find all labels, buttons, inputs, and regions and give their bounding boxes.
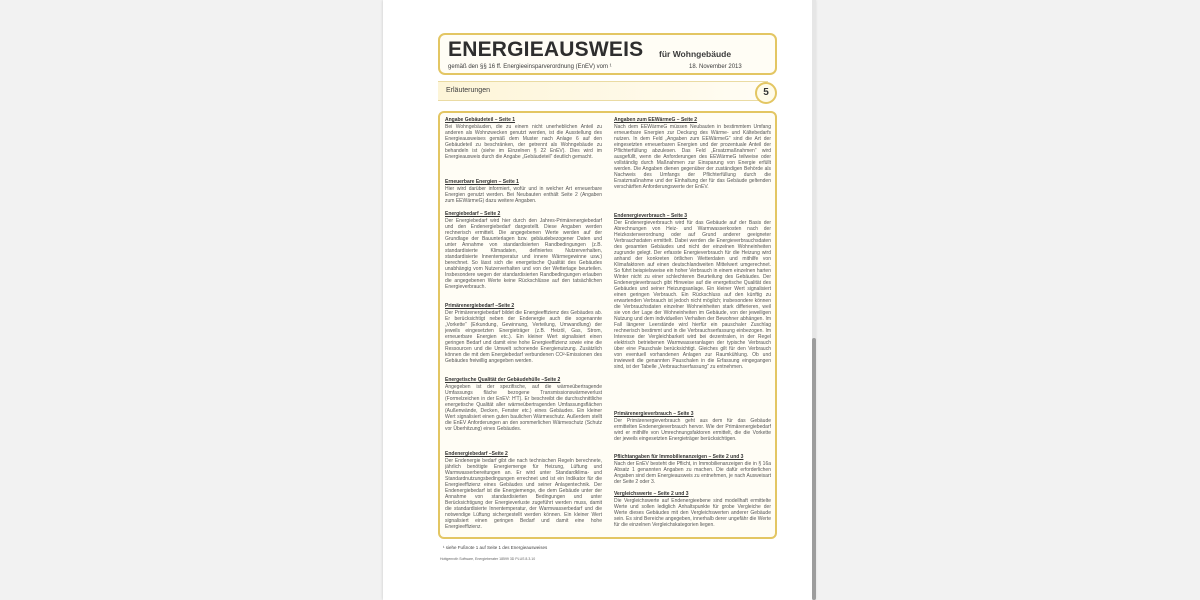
section-primaerenergiebedarf (445, 303, 602, 370)
section-text: Der Primärenergiebedarf bildet die Energieeffizienz des Gebäudes ab. Er berücksichtigt neben der Endenergie auch die sogenannte „Vorkette“ (Erkundung, Gewinnung, Verteilung, Umwandlung) der jeweils eingesetzten Energieträger (z.B. Heizöl, Gas, Strom, erneuerbare Energien etc.). Ein kleiner Wert signalisiert einen geringen Bedarf und damit eine hohe Energieeffizienz sowie eine die Ressourcen und die Umwelt schonende Energienutzung. Zusätzlich können die mit dem Energiebedarf verbundenen CO²-Emissionen des Gebäudes freiwillig angegeben werden. (445, 310, 602, 364)
section-heading: Angabe Gebäudeteil – Seite 1 (445, 117, 516, 123)
section-heading: Primärenergiebedarf –Seite 2 (445, 303, 515, 309)
section-heading: Primärenergieverbrauch – Seite 3 (614, 411, 694, 417)
section-header-bar (438, 81, 768, 101)
section-endenergieverbrauch (614, 213, 771, 406)
section-heading: Energiebedarf – Seite 2 (445, 211, 501, 217)
regulation-reference: gemäß den §§ 16 ff. Energieeinsparverordnung (EnEV) vom ¹ (448, 64, 612, 70)
section-gebaeudeteil (445, 117, 602, 172)
section-heading: Angaben zum EEWärmeG – Seite 2 (614, 117, 698, 123)
section-text: Der Energiebedarf wird hier durch den Jahres-Primärenergiebedarf und den Endenergiebedarf dargestellt. Diese Angaben werden rechnerisch ermittelt. Die angegebenen Werte werden auf der Grundlage der Bauunterlagen bzw. gebäudebezogener Daten und unter Annahme von standardisierten Randbedingungen (z.B. standardisierte Klimadaten, definiertes Nutzerverhalten, standardisierte Innentemperatur und innere Wärmegewinne usw.) berechnet. So lässt sich die energetische Qualität des Gebäudes unabhängig vom Nutzerverhalten und von der Wetterlage beurteilen. Insbesondere wegen der standardisierten Randbedingungen erlauben die angegebenen Werte keine Rückschlüsse auf den tatsächlichen Energieverbrauch. (445, 218, 602, 290)
section-heading: Energetische Qualität der Gebäudehülle –Seite 2 (445, 377, 561, 383)
section-text: Der Endenergie bedarf gibt die nach technischen Regeln berechnete, jährlich benötigte Energiemenge für Heizung, Lüftung und Warmwasserbereitungen an. Er wird unter Standardklima- und Standardnutzungsbedingungen errechnet und ist ein Indikator für die Energieeffizienz eines Gebäudes und seiner Anlagentechnik. Der Endenergiebedarf ist die Energiemenge, die dem Gebäude unter der Annahme von standardisierten Bedingungen und unter Berücksichtigung der Energieverluste zugeführt werden muss, damit die standardisierte Innentemperatur, der Warmwasserbedarf und die notwendige Lüftung sichergestellt werden können. Ein kleiner Wert signalisiert einen geringen Bedarf und damit eine hohe Energieeffizienz. (445, 458, 602, 530)
section-eewaermeg (614, 117, 771, 208)
section-heading: Pflichtangaben für Immobilienanzeigen – Seite 2 und 3 (614, 454, 744, 460)
section-heading: Endenergieverbrauch – Seite 3 (614, 213, 688, 219)
vertical-scrollbar-thumb[interactable] (812, 338, 816, 600)
section-immobilienanzeigen (614, 454, 771, 485)
section-text: Bei Wohngebäuden, die zu einem nicht unerheblichen Anteil zu anderen als Wohnzwecken genutzt werden, ist die Ausstellung des Energieausweises gemäß dem Muster nach Anlage 6 auf den Gebäudeteil zu beschränken, der getrennt als Wohngebäude zu behandeln ist (siehe im Einzelnen § 22 EnEV). Dies wird im Energieausweis durch die Angabe „Gebäudeteil“ deutlich gemacht. (445, 124, 602, 160)
section-endenergiebedarf (445, 451, 602, 539)
certificate-title: ENERGIEAUSWEIS (448, 38, 644, 61)
section-primaerenergieverbrauch (614, 411, 771, 448)
software-imprint: Hottgenroth Software, Energieberater 18599 3D PLUS 8.3.10 (440, 557, 536, 561)
right-column (614, 117, 771, 539)
section-vergleichswerte (614, 491, 771, 539)
section-heading: Endenergiebedarf –Seite 2 (445, 451, 508, 457)
section-text: Angegeben ist der spezifische, auf die wärmeübertragende Umfassungs fläche bezogene Transmissionswärmeverlust (Formelzeichen in der EnEV: H'T). Er beschreibt die durchschnittliche energetische Qualität aller wärmeübertragenden Umfassungsflächen (Außenwände, Decken, Fenster etc.) eines Gebäudes. Ein kleiner Wert signalisiert einen guten baulichen Wärmeschutz. Außerdem stellt die EnEV Anforderungen an den sommerlichen Wärmeschutz (Schutz vor Überhitzung) eines Gebäudes. (445, 384, 602, 432)
section-heading: Erneuerbare Energien – Seite 1 (445, 179, 519, 185)
section-text: Der Primärenergieverbrauch geht aus dem für das Gebäude ermittelten Endenergieverbrauch hervor. Wie der Primärenergiebedarf wird er mithilfe von Umrechnungsfaktoren ermittelt, die die Vorkette der jeweils eingesetzten Energieträger berücksichtigen. (614, 418, 771, 442)
section-text: Hier wird darüber informiert, wofür und in welcher Art erneuerbare Energien genutzt werden. Bei Neubauten enthält Seite 2 (Angaben zum EEWärmeG) dazu weitere Angaben. (445, 186, 602, 204)
regulation-date: 18. November 2013 (689, 64, 742, 70)
document-page (383, 0, 815, 600)
certificate-subtitle: für Wohngebäude (659, 49, 732, 59)
section-text: Die Vergleichswerte auf Endenergieebene sind modellhaft ermittelte Werte und sollen lediglich Anhaltspunkte für grobe Vergleiche der Werte dieses Gebäudes mit den Vergleichswerten anderer Gebäude sein. Es sind Bereiche angegeben, innerhalb derer ungefähr die Werte für die einzelnen Vergleichskategorien liegen. (614, 498, 771, 528)
explanations-box (438, 111, 777, 539)
section-text: Nach dem EEWärmeG müssen Neubauten in bestimmtem Umfang erneuerbare Energien zur Deckung des Wärme- und Kältebedarfs nutzen. In dem Feld „Angaben zum EEWärmeG“ sind die Art der eingesetzten erneuerbaren Energien und der prozentuale Anteil der Pflichterfüllung abzulesen. Das Feld „Ersatzmaßnahmen“ wird ausgefüllt, wenn die Anforderungen des EEWärmeG teilweise oder vollständig durch Maßnahmen zur Einsparung von Energie erfüllt werden. Die Angaben dienen gegenüber der zuständigen Behörde als Nachweis des Umfangs der Pflichterfüllung durch die Ersatzmaßnahme und der Einhaltung der für das Gebäude geltenden verschärften Anforderungswerte der EnEV. (614, 124, 771, 190)
section-title: Erläuterungen (446, 87, 490, 94)
footnote: ¹ siehe Fußnote 1 auf Seite 1 des Energieausweises (443, 545, 548, 550)
page-number-badge: 5 (755, 82, 777, 104)
section-erneuerbare-energien (445, 179, 602, 204)
section-energiebedarf (445, 211, 602, 296)
section-text: Nach der EnEV besteht die Pflicht, in Immobilienanzeigen die in § 16a Absatz 1 genannten Angaben zu machen. Die dafür erforderlichen Angaben sind dem Energieausweis zu entnehmen, je nach Ausweisart der Seite 2 oder 3. (614, 461, 771, 485)
section-text: Der Endenergieverbrauch wird für das Gebäude auf der Basis der Abrechnungen von Heiz- und Warmwasserkosten nach der Heizkostenverordnung oder auf Grund anderer geeigneter Verbrauchsdaten ermittelt. Dabei werden die Energieverbrauchsdaten des gesamten Gebäudes und nicht der einzelnen Wohneinheiten zugrunde gelegt. Der erfasste Energieverbrauch für die Heizung wird anhand der konkreten örtlichen Wetterdaten und mithilfe von Klimafaktoren auf einen deutschlandweiten Mittelwert umgerechnet. So führt beispielsweise ein hoher Verbrauch in einem einzelnen harten Winter nicht zu einer schlechteren Beurteilung des Gebäudes. Der Endenergieverbrauch gibt Hinweise auf die energetische Qualität des Gebäudes und seiner Heizungsanlage. Ein kleiner Wert signalisiert einen geringen Verbrauch. Ein Rückschluss auf den künftig zu erwartenden Verbrauch ist jedoch nicht möglich; insbesondere können die Verbrauchsdaten einzelner Wohneinheiten stark differieren, weil sie von der Lage der Wohneinheiten im Gebäude, von der jeweiligen Nutzung und dem individuellen Verhalten der Bewohner abhängen. Im Fall längerer Leerstände wird hierfür ein pauschaler Zuschlag rechnerisch bestimmt und in die Verbrauchserfassung einbezogen. Im Interesse der Vergleichbarkeit wird bei dezentralen, in der Regel elektrisch betriebenen Warmwasseranlagen der typische Verbrauch über eine Pauschale berücksichtigt. Gleiches gilt für den Verbrauch von eventuell vorhandenen Anlagen zur Raumkühlung. Ob und inwieweit die genannten Pauschalen in die Erfassung eingegangen sind, ist der Tabelle „Verbrauchserfassung“ zu entnehmen. (614, 220, 771, 370)
left-column (445, 117, 602, 539)
section-gebaeudehuelle (445, 377, 602, 444)
section-heading: Vergleichswerte – Seite 2 und 3 (614, 491, 689, 497)
certificate-header (438, 33, 777, 75)
